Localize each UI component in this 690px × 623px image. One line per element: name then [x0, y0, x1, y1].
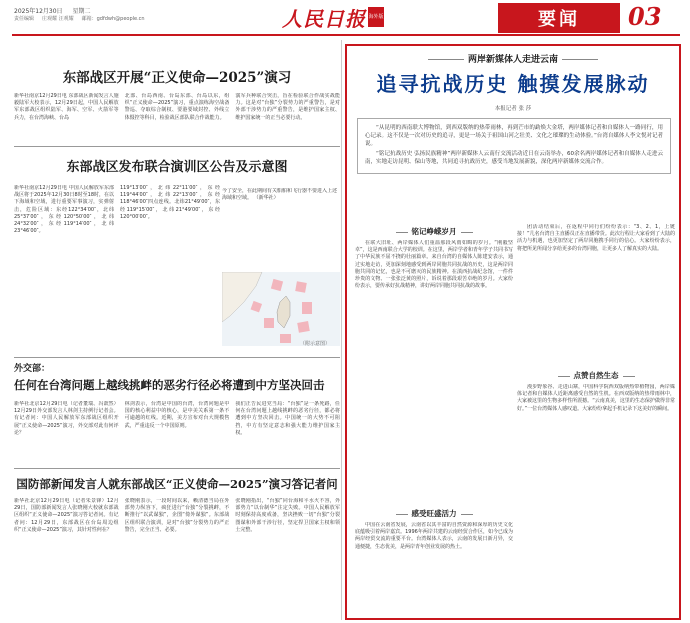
- article-mfa-col-1: 新华社北京12月29日电（记者董瑞、冯歆然）12月29日外交部发言人林剑主持例行记者会。有记者问：中国人民解放军东部战区组织开展“正义使命—2025”演习，外交部对此有何评论？: [14, 401, 119, 436]
- exercise-area-map: [222, 272, 340, 346]
- column-divider: [341, 40, 342, 620]
- article-notice-headline: 东部战区发布联合演训区公告及示意图: [66, 160, 288, 175]
- feature-para-vitality: 中国在云南省发展，云南省以其丰富的自然资源和深厚的历史文化底蕴吸引着两岸嘉宾。1996年两岸共建的云南经贸合作区，如今已成为两岸经贸交流的重要平台。台湾媒体人表示，云南的发展日新月异，交通便捷，生态优美，是两岸青年创业发展的热土。: [355, 522, 513, 550]
- newspaper-logo: 人民日报: [282, 6, 366, 31]
- feature-lead-para-2: “铭记抗战历史 弘扬民族精神”两岸新媒体人云南行交流活动近日在云南举办，60余名两岸媒体记者和自媒体人走进云南，实地走访昆明、保山等地，共同追寻抗战历史，感受当地发展新貌，深化两岸新媒体交流合作。: [365, 151, 663, 165]
- feature-byline: 本报记者 张 莎: [494, 106, 532, 112]
- editor-email: 邮箱：gdfdwh@people.cn: [81, 16, 145, 22]
- feature-title: 追寻抗战历史 触摸发展脉动: [376, 72, 650, 96]
- zone-5: [264, 318, 274, 328]
- feature-lead-para-1: “从昆明的西南联大博物馆，到西双版纳的热带雨林，再到芒市的勐焕大金塔，两岸媒体记者和自媒体人一路同行，用心记录。这不仅是一次对历史的追寻，更是一场关于祖国山河之壮美、文化之璀璨的生动体验。”台湾自媒体人李文悦对记者说。: [365, 125, 663, 147]
- map-caption: （附示意图）: [300, 341, 331, 347]
- edition-seal: 海外版: [368, 7, 384, 27]
- article-mfa-headline: 任何在台湾问题上越线挑衅的恶劣行径必将遭到中方坚决回击: [14, 378, 325, 392]
- zone-4: [297, 321, 310, 333]
- subhead-ecology: 点赞自然生态: [517, 370, 675, 381]
- article-notice-col-1: 新华社南京12月29日电 中国人民解放军东部战区将于2025年12月30日8时至18时，在以下海域和空域，进行重要军事演习，实弹射击，危险区域：东经122°34′00″，北纬25°37′00″，东经120°50′00″，北纬24°32′00″，东经119°14′00″，北纬23°46′00″。: [14, 185, 114, 235]
- article-mnd-col-2: 张晓刚表示，一段时间以来，赖清德当局在外部势力纵容下，疯狂进行“台独”分裂挑衅，不断推行“以武谋独”，企图“倚外谋独”。东部战区组织联合演训，是对“台独”分裂势力的严正警告，完全正当、必要。: [124, 498, 230, 533]
- zone-6: [280, 334, 291, 343]
- article-notice-col-3: 今了安全，在此期间有关船舶和飞行器不要进入上述海域和空域。 （新华社）: [222, 188, 338, 202]
- feature-para-remember: 在联大旧址、两岸媒体人们重温那段风雨如晦的岁月。“刚毅坚卓”，这是西南联合大学的校训。在这里，两岸学者和青年学子共同书写了中华民族不屈不挠的壮丽篇章。来自台湾的自媒体人陈建安表示，通过实地走访，更加深刻地感受到两岸同胞共同抗战的历史，这是两岸同胞共同的记忆，也是不可磨灭的民族精神。在滇西抗战纪念馆，一件件珍贵的文物、一张张泛黄的照片，诉说着那段艰苦卓绝的岁月。大家纷纷表示，要传承好抗战精神，讲好两岸同胞共同抗战的故事。: [355, 240, 513, 290]
- article-exercise-headline: 东部战区开展“正义使命—2025”演习: [62, 70, 292, 86]
- issue-weekday: 星期二: [72, 8, 91, 15]
- section-tab: [498, 3, 620, 33]
- article-exercise: [14, 66, 340, 133]
- feature-lead: [357, 118, 671, 174]
- kicker-rule-right: [562, 59, 598, 60]
- editor-names: 庄观耀 汪观耀: [42, 16, 74, 22]
- divider: [14, 468, 340, 469]
- header-editors: [14, 15, 145, 22]
- divider: [14, 146, 340, 147]
- article-notice-col-2: 119°13′00″，北纬22°11′00″，东经119°44′00″，北纬22°13′00″，东经118°46′00″四点连线。北纬21°49′00″，东经119°15′00″，北纬21°49′00″，东经120°00′00″。: [120, 185, 220, 220]
- zone-3: [302, 302, 312, 314]
- article-exercise-col-1: 新华社南京12月29日电 东部战区新闻发言人施毅陆军大校表示，12月29日起，中国人民解放军东部战区组织陆军、海军、空军、火箭军等兵力，在台湾海峡、台岛: [14, 93, 119, 121]
- subhead-vitality: 感受旺盛活力: [355, 508, 513, 519]
- article-mnd-headline: 国防部新闻发言人就东部战区“正义使命—2025”演习答记者问: [16, 477, 338, 491]
- feature-para-ecology: 漫步野象谷、走进山寨，中国科学院西双版纳热带植物园，两岸媒体记者和自媒体人近距离感受自然的生机。在西双版纳的热带雨林中，大家被这里的生物多样性所震撼。“云南真美，这里的生态保护做得非常好。”一位台湾媒体人感叹道。大家纷纷拿起手机记录下这美好的瞬间。: [517, 384, 675, 412]
- zone-2: [295, 281, 307, 293]
- article-mnd: [14, 476, 340, 603]
- feature-col-left: [355, 224, 513, 623]
- header-divider: [12, 34, 680, 36]
- feature-article: [345, 44, 681, 620]
- feature-para-livestream: 团活动结束后，在返程中同行们纷纷表示：“3、2、1，上链接！”几名台湾自主直播员正在直播带货。此次行程让大家看到了大陆的活力与机遇，也更加坚定了两岸同胞携手同行的信心。大家纷纷表示，将把所见所闻分享给更多的台湾同胞，让更多人了解真实的大陆。: [517, 224, 675, 252]
- article-mfa-col-3: 我们正告民进党当局：“台独”是一条死路，任何在台湾问题上越线挑衅的恶劣行径，都必将遭到中方坚决回击。中国统一的大势不可阻挡，中方有坚定意志和强大能力维护国家主权。: [235, 401, 341, 436]
- article-mfa: [14, 361, 340, 473]
- feature-col-right: [517, 224, 675, 614]
- section-label: 要闻: [538, 9, 580, 30]
- editor-label: 责任编辑: [14, 16, 35, 22]
- article-mfa-col-2: 林剑表示，台湾是中国的台湾，台湾问题是中国的核心利益中的核心，是中美关系第一条不可逾越的红线。近期，美方宣布对台大规模售武，严重违反一个中国原则。: [124, 401, 230, 429]
- article-mnd-col-1: 新华社北京12月29日电（记者朱景锋）12月29日，国防部新闻发言人张晓刚大校就东部战区组织“正义使命—2025”演习答记者问。有记者问：12月29日，东部战区在台岛周边组织“正义使命—2025”演习，其针对性何在？: [14, 498, 119, 533]
- article-exercise-col-3: 演军兵种联合突击，旨在检验联合作战实战能力。这是对“台独”分裂势力的严重警告，是对外部干涉势力的严重警告，是维护国家主权、维护国家统一的正当必要行动。: [235, 93, 341, 121]
- feature-kicker-text: 两岸新媒体人走进云南: [467, 55, 558, 65]
- article-mnd-col-3: 张晓刚指出，“台独”同台海和平水火不容，外部势力“以台制华”注定失败。中国人民解放军时刻保持高度戒备，坚决挫败一切“台独”分裂图谋和外部干涉行径，坚定捍卫国家主权和领土完整。: [235, 498, 341, 533]
- page-number: 03: [628, 2, 662, 31]
- masthead: [282, 3, 384, 31]
- header-meta: [14, 6, 91, 15]
- article-mfa-kicker: 外交部：: [14, 364, 51, 374]
- subhead-remember: 铭记峥嵘岁月: [355, 226, 513, 237]
- divider: [14, 357, 340, 358]
- article-exercise-col-2: 北部、台岛西南、台岛东部、台岛以东，组织“正义使命—2025”演习，重点演练海空战备警巡、夺取综合制权、要港要域封控、外线立体慑控等科目，检验战区部队联合作战能力。: [124, 93, 230, 121]
- feature-kicker: [347, 46, 679, 65]
- issue-date: 2025年12月30日: [14, 8, 63, 15]
- kicker-rule-left: [428, 59, 464, 60]
